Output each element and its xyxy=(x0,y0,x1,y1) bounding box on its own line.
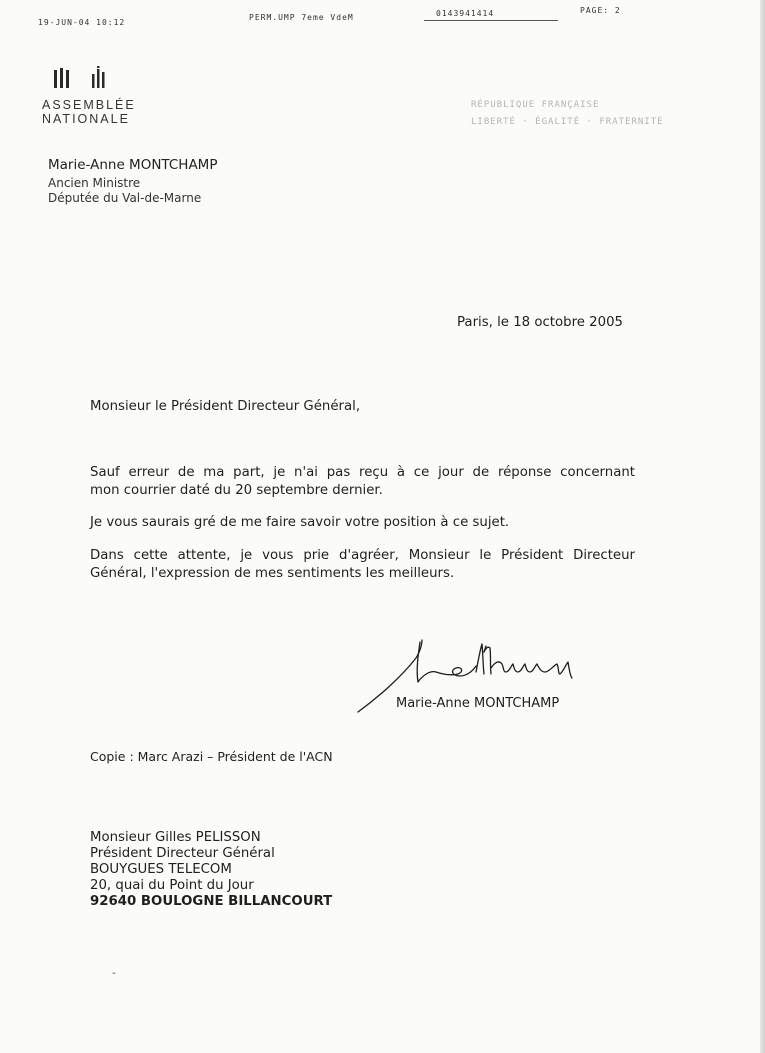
recipient-line-4: 20, quai du Point du Jour xyxy=(90,878,254,893)
institution-line1: ASSEMBLÉE xyxy=(42,98,136,112)
fax-page: PAGE: 2 xyxy=(580,6,621,15)
faded-header-line1: RÉPUBLIQUE FRANÇAISE xyxy=(471,100,600,110)
salutation: Monsieur le Président Directeur Général, xyxy=(90,399,361,414)
recipient-line-5: 92640 BOULOGNE BILLANCOURT xyxy=(90,894,333,909)
paragraph-2: Je vous saurais gré de me faire savoir votre position à ce sujet. xyxy=(90,515,510,530)
recipient-line-1: Monsieur Gilles PELISSON xyxy=(90,830,261,845)
fax-number: 0143941414 xyxy=(436,9,495,18)
paragraph-1-line-2: mon courrier daté du 20 septembre dernier. xyxy=(90,483,383,498)
recipient-line-2: Président Directeur Général xyxy=(90,846,275,861)
institution-line2: NATIONALE xyxy=(42,112,130,126)
sender-title-1: Ancien Ministre xyxy=(48,176,141,190)
footer-mark: - xyxy=(112,966,116,979)
paragraph-1-line-1: Sauf erreur de ma part, je n'ai pas reçu à ce jour de réponse concernant xyxy=(90,465,635,480)
signature-name: Marie-Anne MONTCHAMP xyxy=(396,696,560,711)
assemblee-logo-icon xyxy=(54,66,122,90)
fax-number-underline xyxy=(424,20,558,21)
copy-line: Copie : Marc Arazi – Président de l'ACN xyxy=(90,749,333,764)
sender-name: Marie-Anne MONTCHAMP xyxy=(48,157,218,173)
faded-header-line2: LIBERTÉ · ÉGALITÉ · FRATERNITÉ xyxy=(471,117,664,127)
fax-date-time: 19-JUN-04 10:12 xyxy=(38,18,126,27)
fax-sender: PERM.UMP 7eme VdeM xyxy=(249,13,354,22)
sender-title-2: Députée du Val-de-Marne xyxy=(48,191,202,205)
paragraph-3-line-2: Général, l'expression de mes sentiments les meilleurs. xyxy=(90,566,455,581)
paragraph-3-line-1: Dans cette attente, je vous prie d'agréer, Monsieur le Président Directeur xyxy=(90,548,635,563)
recipient-line-3: BOUYGUES TELECOM xyxy=(90,862,232,877)
letter-date: Paris, le 18 octobre 2005 xyxy=(457,315,624,330)
scan-edge-shadow xyxy=(760,0,765,1053)
